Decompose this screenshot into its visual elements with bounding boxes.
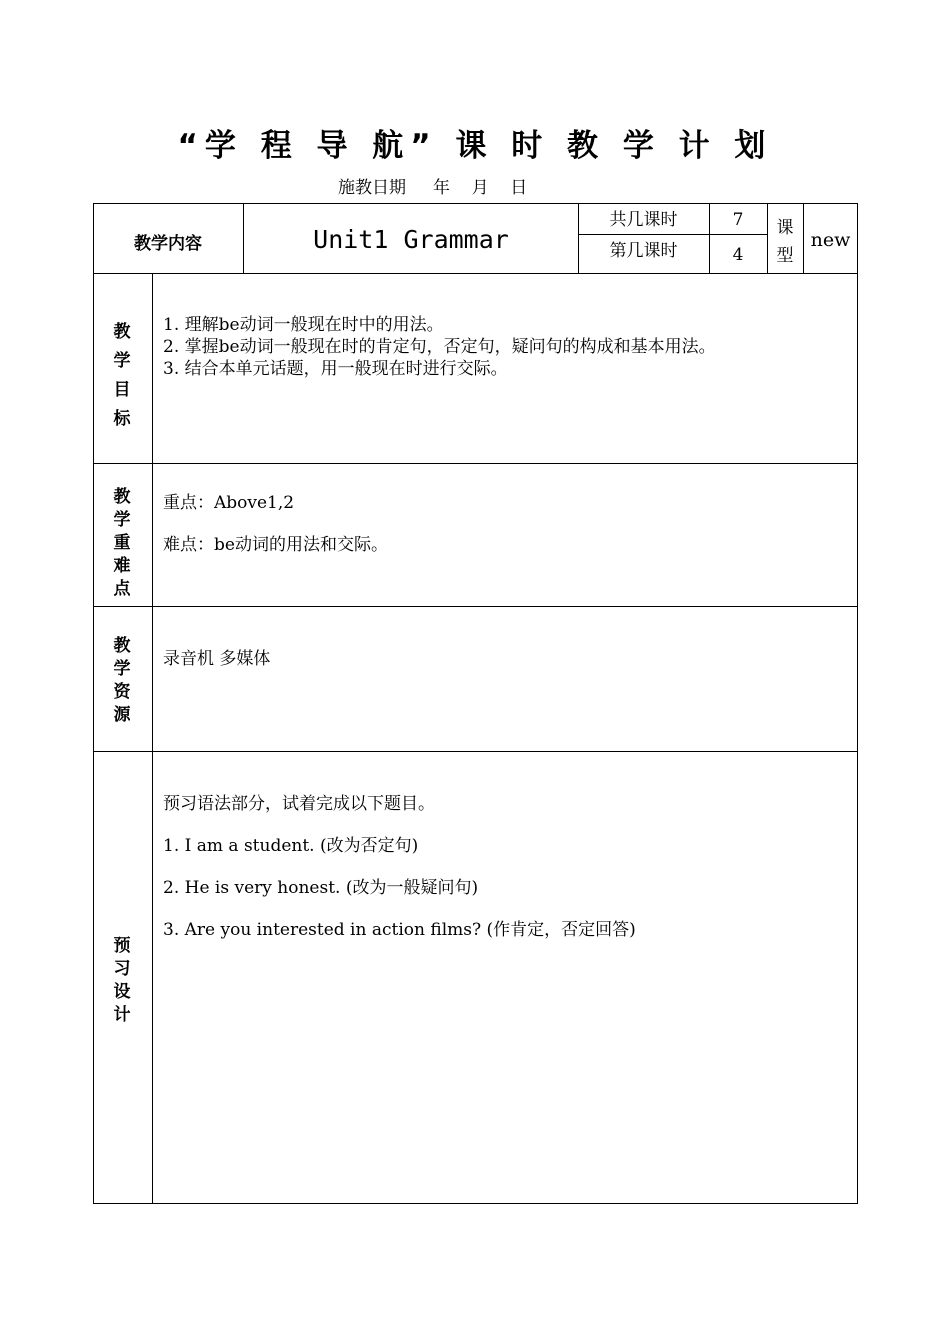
lesson-type-value: new	[810, 229, 851, 251]
preview-label: 预 习 设 计	[113, 936, 131, 1025]
resources-content: 录音机 多媒体	[163, 649, 271, 669]
goals-content	[163, 314, 853, 380]
difficulty-line: 难点：be动词的用法和交际。	[163, 535, 388, 555]
lesson-index-label: 第几课时	[609, 241, 678, 261]
lesson-type-label: 课 型	[776, 218, 794, 266]
preview-question: 1. I am a student. (改为否定句)	[163, 836, 419, 856]
total-lessons-value: 7	[732, 210, 744, 230]
row-divider	[93, 751, 858, 752]
key-points-label: 教 学 重 难 点	[113, 487, 131, 599]
row-divider	[93, 463, 858, 464]
goals-label: 教 学 目 标	[113, 322, 131, 429]
date-line: 施教日期 年 月 日	[338, 178, 528, 198]
goal-line: 2. 掌握be动词一般现在时的肯定句，否定句，疑问句的构成和基本用法。	[163, 337, 716, 357]
goal-line: 1. 理解be动词一般现在时中的用法。	[163, 315, 444, 335]
preview-intro: 预习语法部分，试着完成以下题目。	[163, 794, 435, 814]
goal-line: 3. 结合本单元话题，用一般现在时进行交际。	[163, 359, 508, 379]
content-label: 教学内容	[134, 234, 202, 254]
row-divider	[93, 606, 858, 607]
page-title: “学 程 导 航” 课 时 教 学 计 划	[177, 128, 773, 164]
key-points-content	[163, 482, 853, 566]
lesson-index-value: 4	[732, 245, 744, 265]
row-divider	[93, 273, 858, 274]
header-inner-divider	[578, 234, 767, 235]
preview-question: 3. Are you interested in action films? (作肯定，否定回答)	[163, 920, 636, 940]
preview-question: 2. He is very honest. (改为一般疑问句)	[163, 878, 479, 898]
unit-title: Unit1 Grammar	[313, 225, 509, 254]
label-col-divider	[152, 273, 153, 1204]
key-point-line: 重点：Above1,2	[163, 493, 295, 513]
preview-content	[163, 783, 853, 951]
resources-label: 教 学 资 源	[113, 636, 131, 725]
total-lessons-label: 共几课时	[609, 210, 678, 230]
